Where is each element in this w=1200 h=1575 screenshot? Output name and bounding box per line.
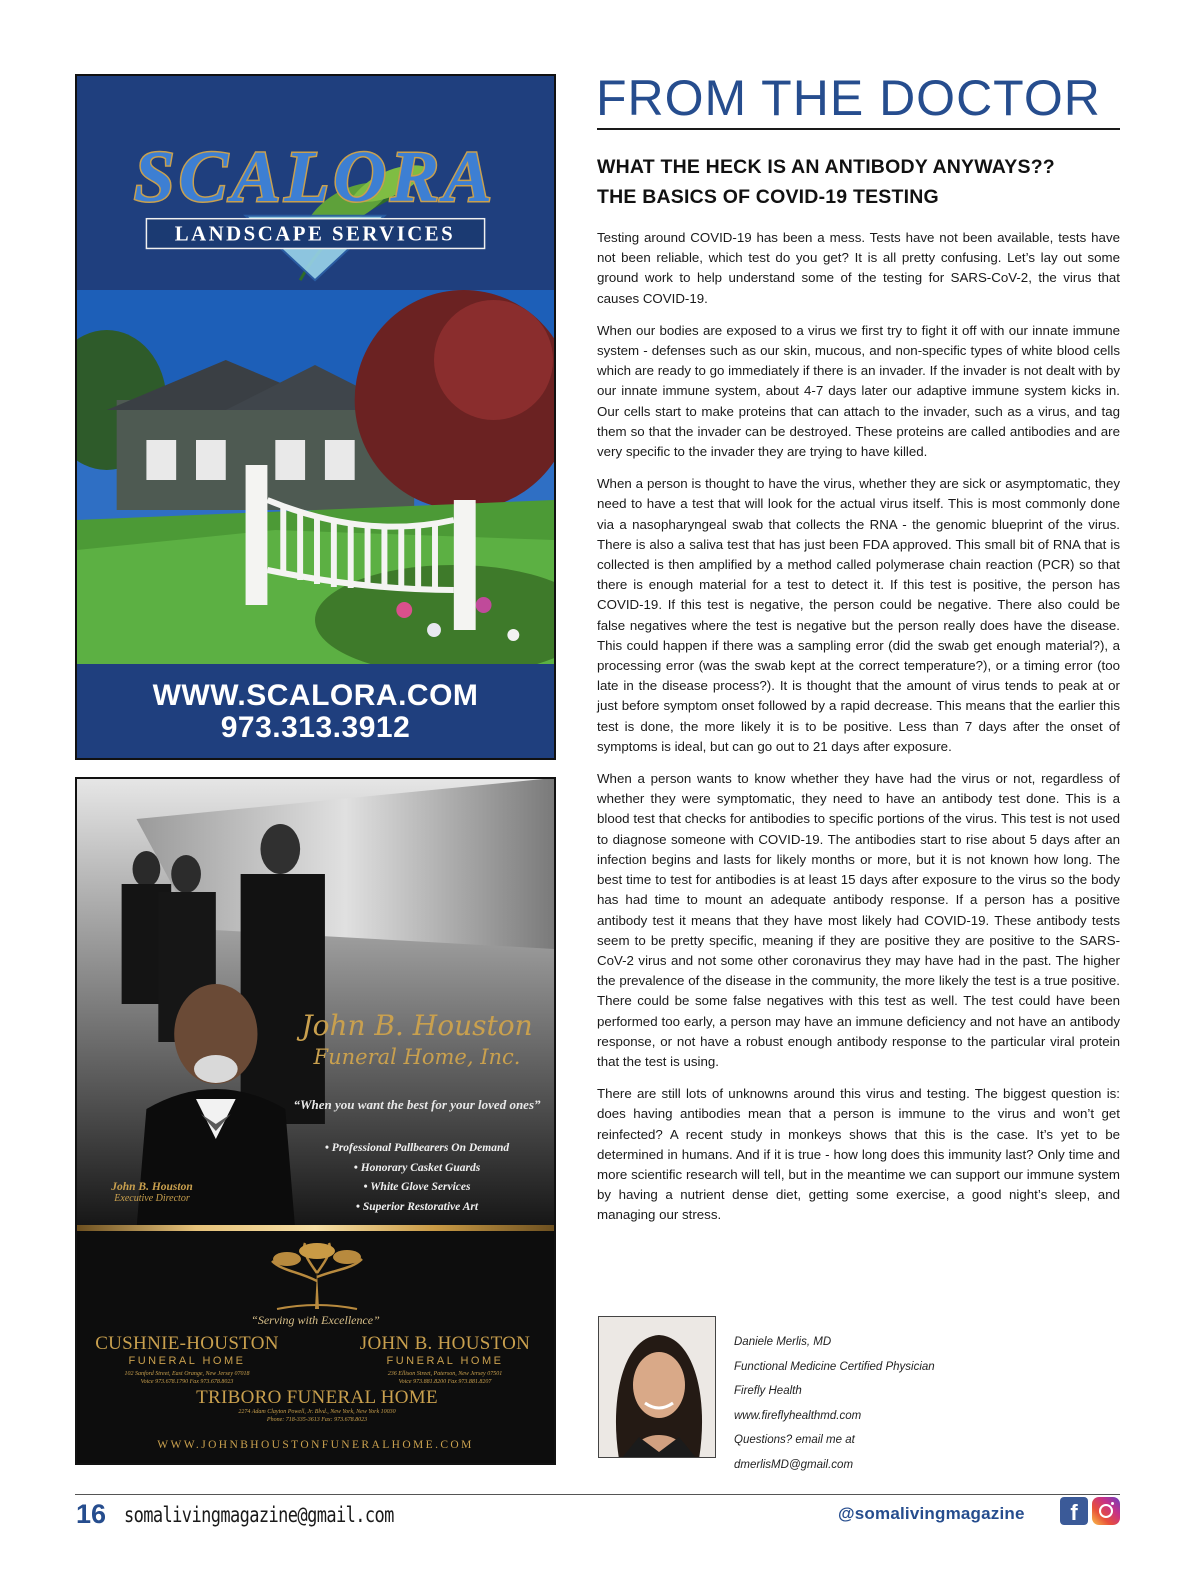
author-cta: Questions? email me at (734, 1434, 855, 1446)
headline-line-2: THE BASICS OF COVID-19 TESTING (597, 186, 939, 208)
gold-divider (77, 1225, 554, 1231)
john-b-houston-address (345, 1371, 545, 1386)
scalora-website[interactable]: WWW.SCALORA.COM (152, 679, 479, 712)
facebook-icon[interactable]: f (1060, 1497, 1088, 1525)
author-title: Functional Medicine Certified Physician (734, 1360, 935, 1373)
john-b-houston-sub: FUNERAL HOME (386, 1355, 504, 1367)
houston-website[interactable]: WWW.JOHNBHOUSTONFUNERALHOME.COM (157, 1439, 474, 1451)
article-paragraph: When our bodies are exposed to a virus we first try to fight it off with our innate immune system - defenses such as our skin, mucous, and non-specific types of white blood cells which are ready to go immediately if there is an invader. If the invader is not dealt with by our innate immune system, about 4-7 days later our adaptive immune system kicks in. Our cells start to make proteins that can attach to the invader, such as a virus, and tag them so that the invader can be destroyed. These proteins are called antibodies and are very specific to the invader they are trying to have killed. (597, 322, 1120, 460)
director-name: John B. Houston (111, 1181, 193, 1193)
article-paragraph: When a person is thought to have the virus, whether they are sick or asymptomatic, they need to have a test that will look for the actual virus itself. This is most commonly done via a nasopharyngeal swab that collects the RNA - the genomic blueprint of the virus. There is also a saliva test that has just been FDA approved. This small bit of RNA that is collected is then amplified by a method called polymerase chain reaction (PCR) so that there is enough material for a test to detect it. If this test is positive, the person has COVID-19. If this test is negative, the person could be negative. There also could be false negatives where the test is negative but the person really does have the disease. This could happen if there was a sampling error (did the swab get enough material?), a processing error (was the swab kept at the correct temperature?), or a timing error (too late in the disease process?). It is thought that the amount of virus tends to peak at or just before symptom onset followed by a rapid decrease. This means that the earlier this test is done, the more likely it is to be positive. Less than 7 days after the onset of symptoms is ideal, but can go out to 21 days after exposure. (597, 476, 1120, 754)
page-number: 16 (76, 1499, 107, 1529)
section-title: FROM THE DOCTOR (596, 70, 1101, 126)
author-org: Firefly Health (734, 1385, 802, 1397)
author-email[interactable]: dmerlisMD@gmail.com (734, 1458, 854, 1471)
instagram-icon[interactable] (1092, 1497, 1120, 1525)
article-paragraph: When a person wants to know whether they have had the virus or not, regardless of whether they were symptomatic, they need to have an antibody test done. This is a blood test that checks for antibodies to specific portions of the virus. This test is not used to diagnose someone with COVID-19. The antibodies start to rise about 5 days after an infection begins and lasts for likely months or more, but it is not known how long. The best time to test for antibodies is at least 15 days after exposure to the virus so the body has had time to mount an adequate antibody response. If a person has a positive antibody test it means that they have most likely had COVID-19. These antibody tests seem to be pretty specific, meaning if they are positive they are positive to the SARS-CoV-2 virus and not some other coronavirus they may have had in the past. The higher the prevalence of the disease in the community, the more likely the test is a true positive. There could be some false negatives with this test as well. The test could have been performed too early, a person may have an immune deficiency and not have an antibody response, or not have a robust enough antibody response to the particular viral protein that the test is using. (597, 771, 1120, 1069)
scalora-house-photo (77, 290, 554, 664)
triboro-name: TRIBORO FUNERAL HOME (196, 1387, 438, 1408)
cushnie-houston-name: CUSHNIE-HOUSTON (95, 1333, 279, 1354)
funeral-home-title: John B. Houston (301, 1009, 533, 1042)
footer-email[interactable]: somalivingmagazine@gmail.com (124, 1503, 394, 1528)
service-item: • Honorary Casket Guards (353, 1161, 481, 1174)
john-b-houston-name: JOHN B. HOUSTON (359, 1333, 531, 1354)
contact-line: Voice 973.678.1790 Fax 973.678.8023 (140, 1378, 234, 1385)
article-body (597, 228, 1120, 1238)
houston-funeral-ad (75, 777, 556, 1465)
author-website[interactable]: www.fireflyhealthmd.com (734, 1409, 862, 1422)
address-line: 102 Sanford Street, East Orange, New Jersey 07018 (124, 1371, 250, 1377)
funeral-home-motto: “When you want the best for your loved ones” (293, 1097, 541, 1112)
scalora-ad (75, 74, 556, 760)
address-line: 2274 Adam Clayton Powell, Jr. Blvd., New York, New York 10030 (238, 1409, 396, 1415)
cushnie-houston-address (87, 1371, 287, 1386)
scalora-logo (77, 76, 554, 290)
contact-line: Phone: 718-335-3613 Fax: 973.678.8023 (266, 1416, 368, 1423)
footer-divider (75, 1494, 1120, 1495)
services-list (297, 1139, 537, 1217)
title-divider (597, 128, 1120, 130)
headline-line-1: WHAT THE HECK IS AN ANTIBODY ANYWAYS?? (597, 156, 1055, 178)
service-item: • White Glove Services (363, 1181, 471, 1193)
service-item: • Superior Restorative Art (355, 1200, 479, 1213)
triboro-address (167, 1409, 467, 1424)
scalora-tagline: LANDSCAPE SERVICES (174, 221, 456, 246)
author-info (734, 1330, 1114, 1477)
serving-tagline: “Serving with Excellence” (251, 1313, 380, 1327)
cushnie-houston-sub: FUNERAL HOME (128, 1355, 246, 1367)
scalora-phone[interactable]: 973.313.3912 (220, 711, 411, 744)
service-item: • Professional Pallbearers On Demand (324, 1142, 510, 1154)
scalora-brand: SCALORA (133, 135, 497, 217)
author-name: Daniele Merlis, MD (734, 1336, 832, 1348)
address-line: 236 Ellison Street, Paterson, New Jersey 07501 (387, 1371, 503, 1377)
director-role: Executive Director (114, 1193, 190, 1204)
director-caption (97, 1181, 207, 1204)
footer-social-handle[interactable]: @somalivingmagazine (838, 1504, 1025, 1523)
contact-line: Voice 973.881.8200 Fax 973.881.8207 (398, 1378, 492, 1385)
article-paragraph: There are still lots of unknowns around this virus and testing. The biggest question is: does having antibodies mean that a person is immune to the virus and won’t get reinfected? A recent study in monkeys shows that this is the case. It’s yet to be determined in humans. And if it is true - how long does this immunity last? Only time and more scientific research will tell, but in the meantime we can support our immune system by having a nutrient dense diet, getting some exercise, a good night’s sleep, and managing our stress. (597, 1086, 1120, 1223)
article-headline (597, 152, 1122, 212)
author-photo (598, 1316, 716, 1458)
author-portrait-icon (599, 1317, 716, 1458)
tree-logo-icon (267, 1241, 367, 1311)
article-paragraph: Testing around COVID-19 has been a mess. Tests have not been available, tests have not been reliable, which test do you get? It is all pretty confusing. Let’s lay out some ground work to help understand some of the testing for SARS-CoV-2, the virus that causes COVID-19. (597, 230, 1120, 306)
funeral-home-subtitle: Funeral Home, Inc. (313, 1045, 521, 1069)
